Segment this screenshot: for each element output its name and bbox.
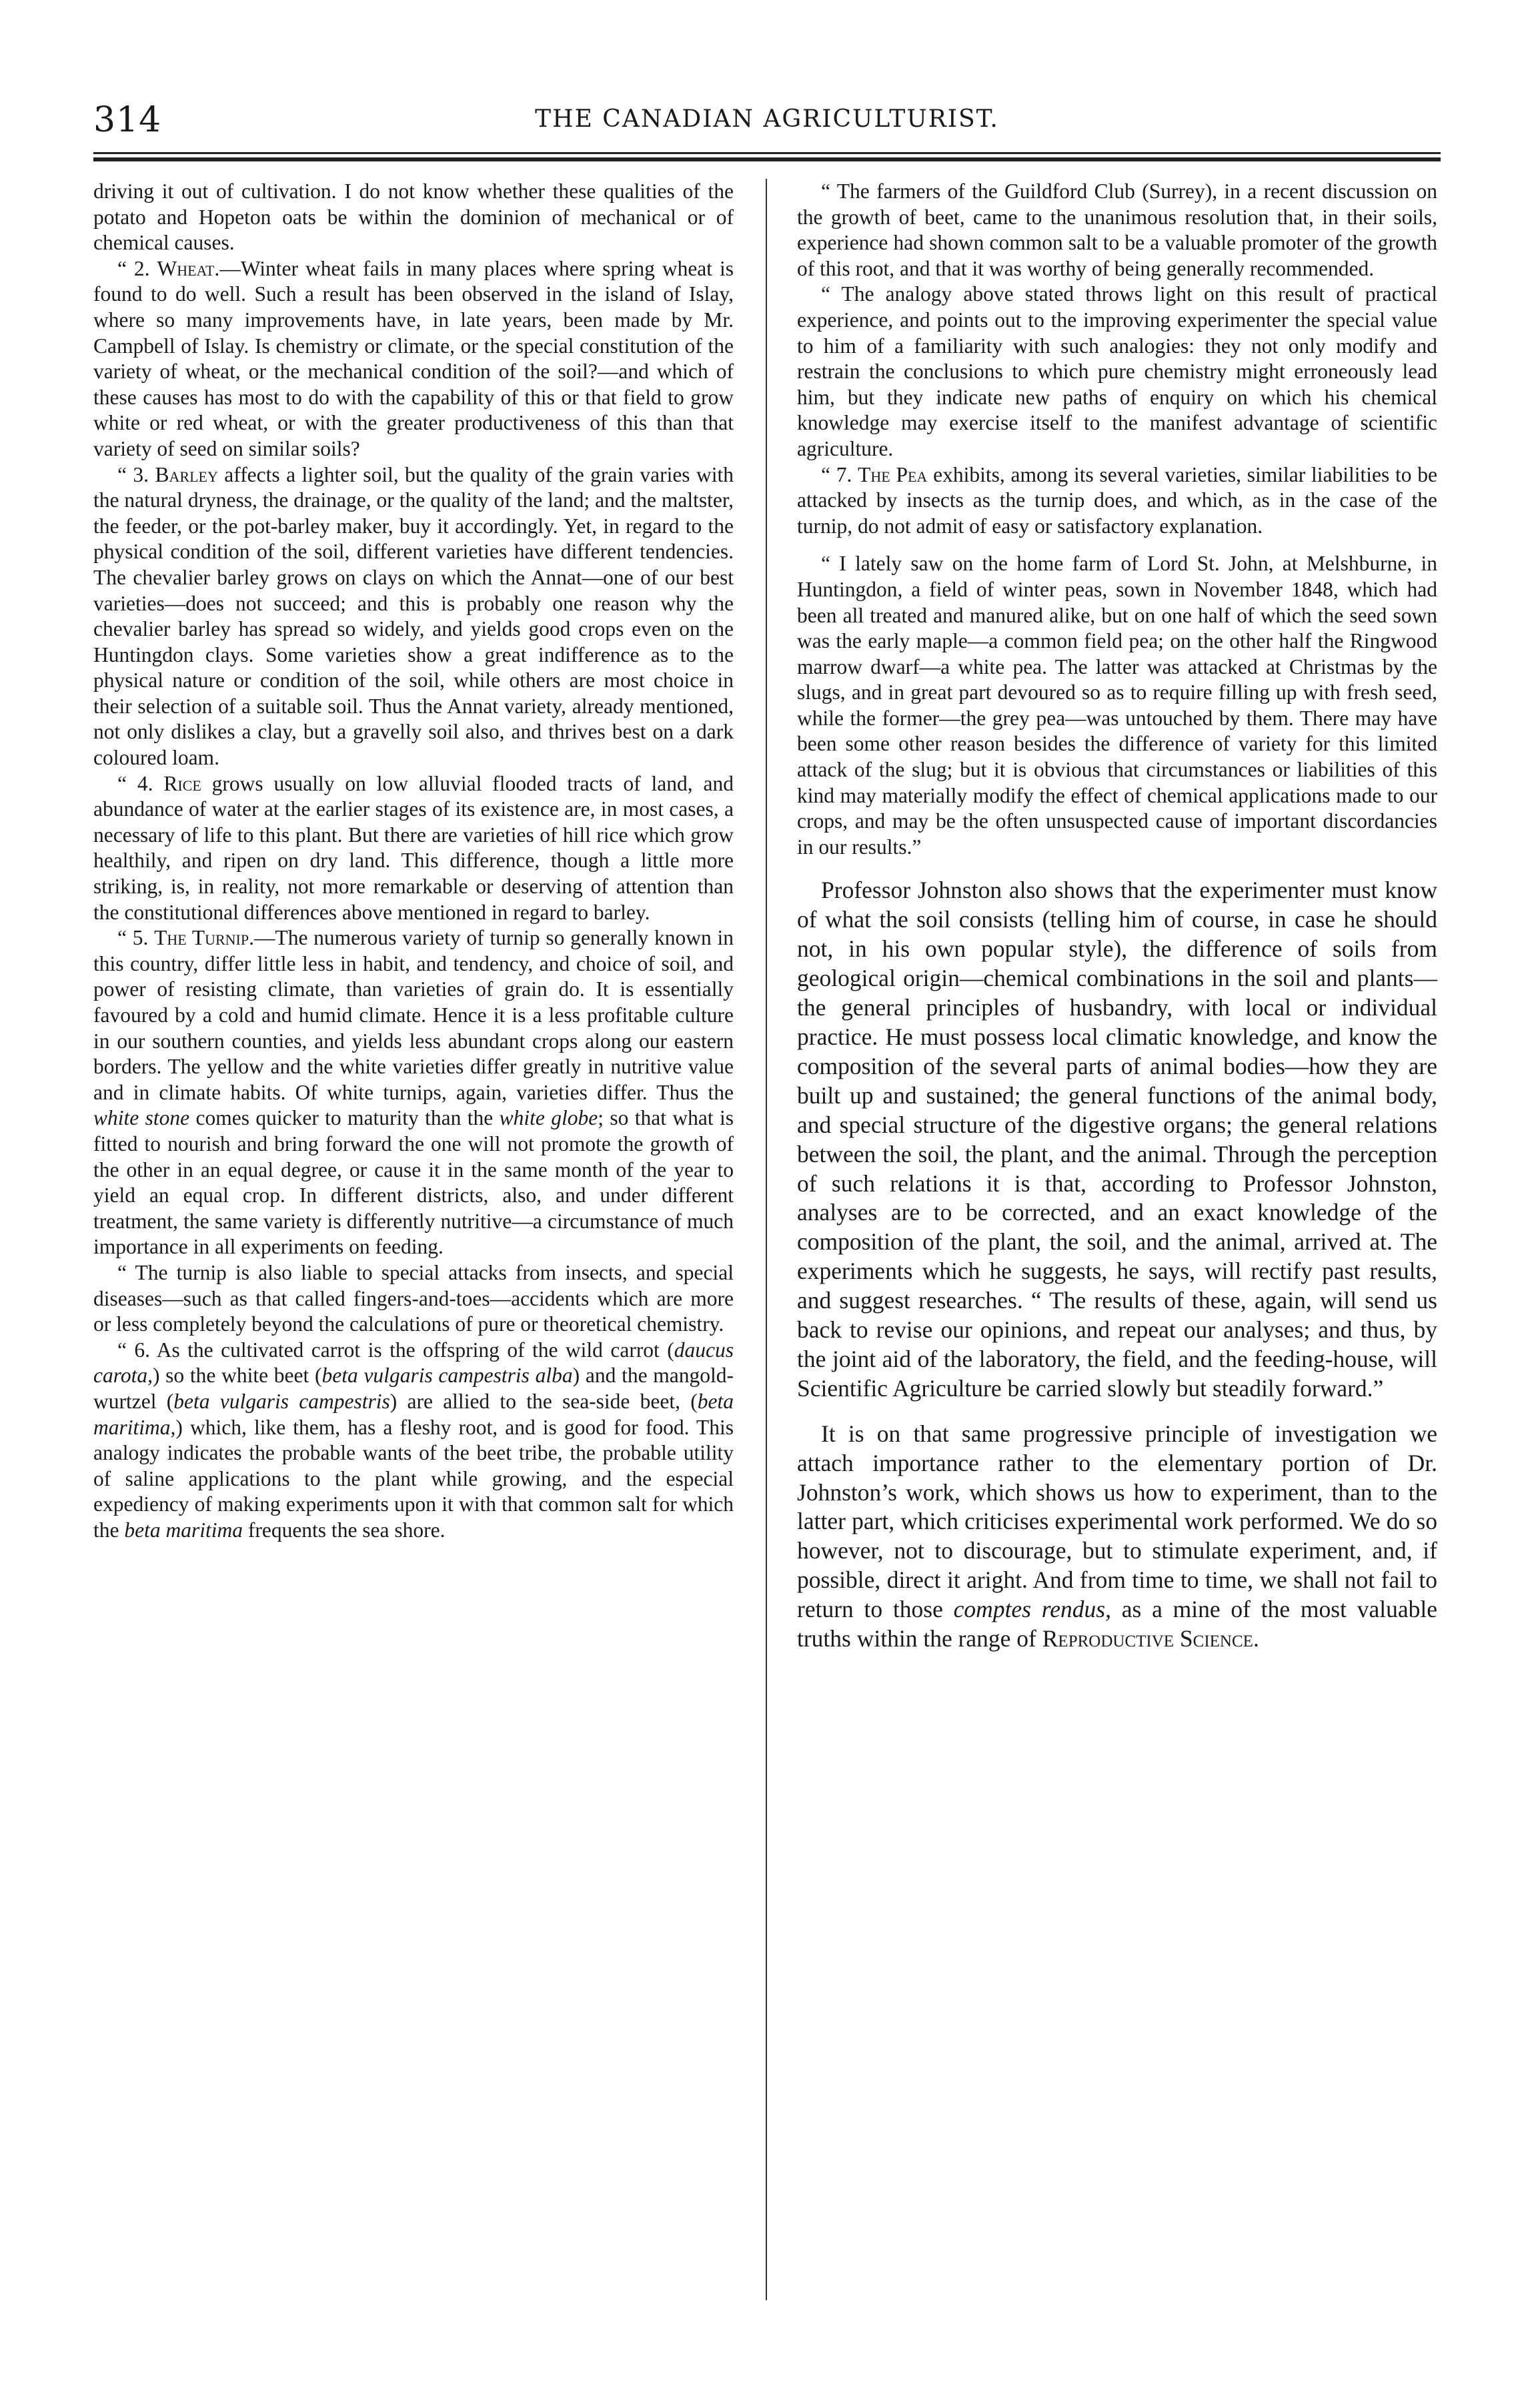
- paragraph-lord-st-john: “ I lately saw on the home farm of Lord St. John, at Melshburne, in Huntingdon, a field of winter peas, sown in November 1848, which had been all treated and manured alike, but on one half of which the seed sown was the early maple—a common field pea; on the other half the Ringwood marrow dwarf—a white pea. The latter was attacked at Christmas by the slugs, and in great part devoured so as to require filling up with fresh seed, while the former—the grey pea—was untouched by them. There may have been some other reason besides the difference of variety for this limited attack of the slug; but it is obvious that circumstances or liabilities of this kind may materially modify the effect of chemical applications made to our crops, and may be the often unsuspected cause of important discordancies in our results.”: [797, 552, 1437, 859]
- paragraph-pea: “ 7. The Pea exhibits, among its several varieties, similar liabilities to be attacked by insects as the turnip does, and which, as in the case of the turnip, do not admit of easy or satisfactory explanation.: [797, 462, 1438, 538]
- right-column: [797, 179, 1437, 1654]
- paragraph-conclusion: It is on that same progressive principle of investigation we attach importance rather to the elementary portion of Dr. Johnston’s work, which shows us how to experiment, than to the latter part, which criticises experimental work performed. We do so however, not to discourage, but to stimulate experiment, and, if possible, direct it aright. And from time to time, we shall not fail to return to those comptes rendus, as a mine of the most valuable truths within the range of Reproductive Science.: [797, 1420, 1438, 1652]
- paragraph-wheat: “ 2. Wheat.—Winter wheat fails in many places where spring wheat is found to do well. Such a result has been observed in the island of Islay, where so many improvements have, in late years, been made by Mr. Campbell of Islay. Is chemistry or climate, or the special constitution of the variety of wheat, or the mechanical condition of the soil?—and which of these causes has most to do with the capability of this or that field to grow white or red wheat, or with the greater productiveness of this than that variety of seed on similar soils?: [93, 256, 734, 460]
- paragraph-analogy: “ The analogy above stated throws light on this result of practical experience, and points out to the improving experimenter the special value to him of a familiarity with such analogies: they not only modify and restrain the conclusions to which pure chemistry might erroneously lead him, but they indicate new paths of enquiry on which his chemical knowledge may exercise itself to the manifest advantage of scientific agriculture.: [797, 282, 1437, 460]
- section-heading-wheat: Wheat.: [157, 256, 220, 280]
- paragraph-guildford-club: “ The farmers of the Guildford Club (Surrey), in a recent discussion on the growth of beet, came to the unanimous resolution that, in their soils, experience had shown common salt to be a valuable promoter of the growth of this root, and that it was worthy of being generally recommended.: [797, 179, 1437, 280]
- section-heading-turnip: The Turnip.: [154, 926, 254, 950]
- paragraph-beet: “ 6. As the cultivated carrot is the offspring of the wild carrot (daucus carota,) so the white beet (beta vulgaris campestris alba) and the mangold-wurtzel (beta vulgaris campestris) are allied to the sea-side beet, (beta maritima,) which, like them, has a fleshy root, and is good for food. This analogy indicates the probable wants of the beet tribe, the probable utility of saline applications to the plant while growing, and the especial expediency of making experiments upon it with that common salt for which the beta maritima frequents the sea shore.: [93, 1338, 734, 1542]
- page-header: [93, 100, 1441, 147]
- section-heading-barley: Barley: [155, 462, 218, 486]
- paragraph-turnip-attacks: “ The turnip is also liable to special attacks from insects, and special diseases—such as that called fingers-and-toes—accidents which are more or less completely beyond the calculations of pure or theoretical chemistry.: [93, 1260, 734, 1336]
- reproductive-science-phrase: Reproductive Science: [1042, 1625, 1253, 1652]
- header-rule-thin: [93, 152, 1441, 154]
- text-columns: [93, 179, 1441, 2314]
- paragraph-professor-johnston: Professor Johnston also shows that the experimenter must know of what the soil consists (telling him of course, in case he should not, in his own popular style), the difference of soils from geological origin—chemical combinations in the soil and plants—the general principles of husbandry, with local or individual practice. He must possess local climatic knowledge, and know the composition of the several parts of animal bodies—how they are built up and sustained; the general functions of the animal body, and special structure of the digestive organs; the general relations between the soil, the plant, and the animal. Through the perception of such relations it is that, according to Professor Johnston, analyses are to be corrected, and an exact knowledge of the composition of the plant, the soil, and the animal, arrived at. The experiments which he suggests, he says, will rectify past results, and suggest researches. “ The results of these, again, will send us back to revise our opinions, and repeat our analyses; and thus, by the joint aid of the laboratory, the field, and the feeding-house, will Scientific Agriculture be carried slowly but steadily forward.”: [797, 877, 1437, 1402]
- paragraph-continuation: driving it out of cultivation. I do not know whether these qualities of the potato and Hopeton oats be within the dominion of mechanical or of chemical causes.: [93, 179, 734, 255]
- column-divider: [766, 179, 767, 2300]
- left-column: [93, 179, 734, 1543]
- paragraph-rice: “ 4. Rice grows usually on low alluvial flooded tracts of land, and abundance of water at the earlier stages of its existence are, in most cases, a necessary of life to this plant. But there are varieties of hill rice which grow healthily, and ripen on dry land. This difference, though a little more striking, is, in reality, not more remarkable or deserving of attention than the constitutional differences above mentioned in regard to barley.: [93, 771, 734, 924]
- paragraph-turnip: “ 5. The Turnip.—The numerous variety of turnip so generally known in this country, differ little less in habit, and tendency, and choice of soil, and power of resisting climate, than varieties of grain do. It is essentially favoured by a cold and humid climate. Hence it is a less profitable culture in our southern counties, and yields less abundant crops along our eastern borders. The yellow and the white varieties differ greatly in nutritive value and in climate habits. Of white turnips, again, varieties differ. Thus the white stone comes quicker to maturity than the white globe; so that what is fitted to nourish and bring forward the one will not promote the growth of the other in an equal degree, or cause it in the same month of the year to yield an equal crop. In different districts, also, and under different treatment, the same variety is differently nutritive—a circumstance of much importance in all experiments on feeding.: [93, 926, 734, 1259]
- page-number: 314: [93, 100, 162, 140]
- section-heading-pea: The Pea: [858, 462, 928, 486]
- header-rule-thick: [93, 157, 1441, 161]
- paragraph-barley: “ 3. Barley affects a lighter soil, but the quality of the grain varies with the natural dryness, the drainage, or the quality of the land; and the maltster, the feeder, or the pot-barley maker, buy it accordingly. Yet, in regard to the physical condition of the soil, different varieties have different tendencies. The chevalier barley grows on clays on which the Annat—one of our best varieties—does not succeed; and this is probably one reason why the chevalier barley has spread so widely, and yields good crops even on the Huntingdon clays. Some varieties show a great indifference as to the physical nature or condition of the soil, while others are most choice in their selection of a suitable soil. Thus the Annat variety, already mentioned, not only dislikes a clay, but a gravelly soil also, and thrives best on a dark coloured loam.: [93, 462, 734, 770]
- section-heading-rice: Rice: [163, 771, 201, 795]
- running-title: THE CANADIAN AGRICULTURIST.: [535, 105, 999, 133]
